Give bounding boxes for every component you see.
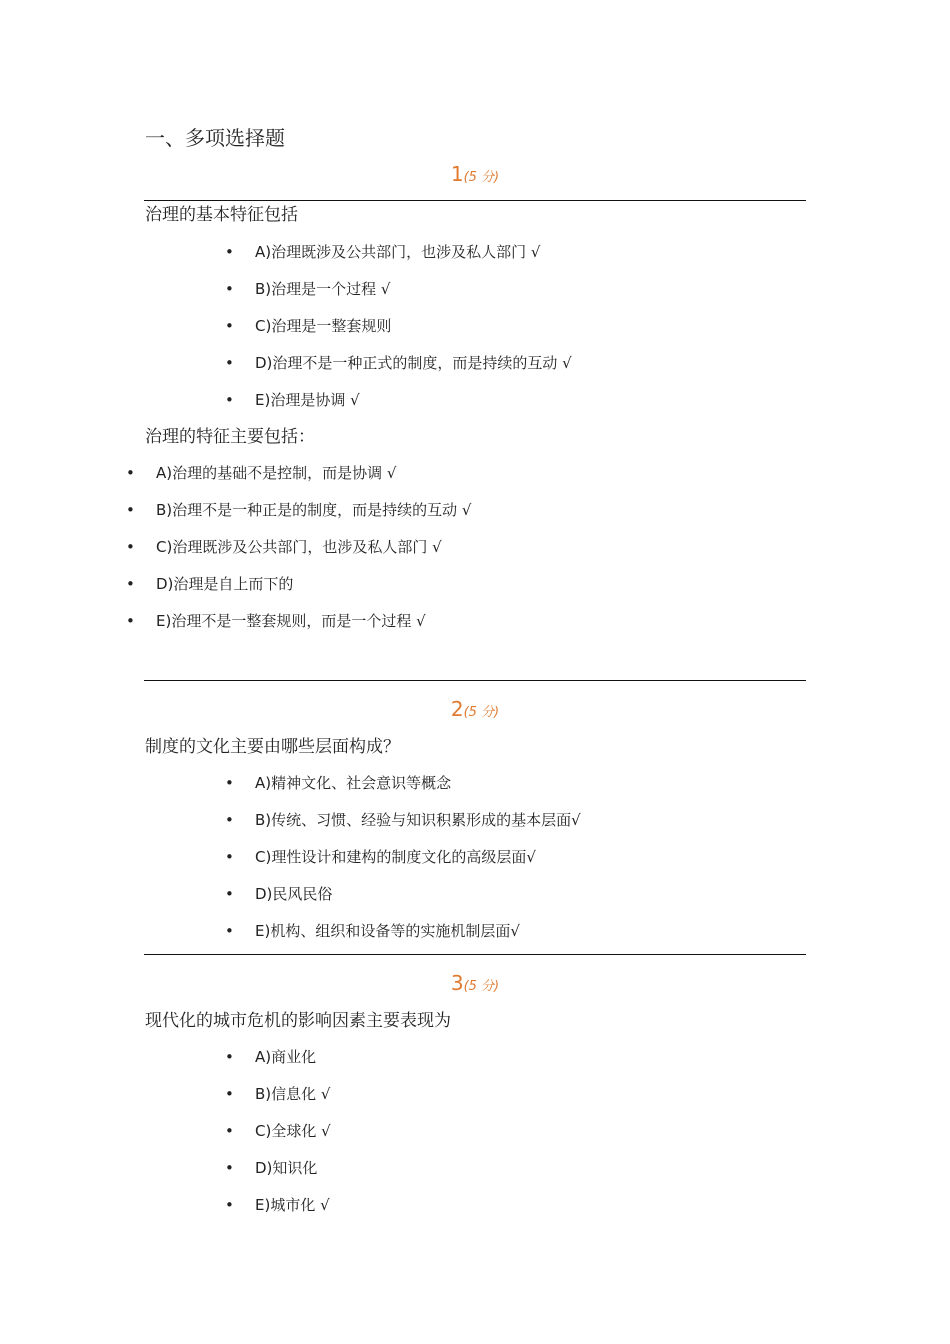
option-text: 治理是一整套规则 <box>271 317 392 335</box>
option-text: 治理既涉及公共部门，也涉及私人部门 √ <box>172 538 442 556</box>
option-text: 精神文化、社会意识等概念 <box>271 774 452 792</box>
bullet-icon: • <box>225 354 234 372</box>
option-text: 治理不是一整套规则，而是一个过程 √ <box>171 612 426 630</box>
bullet-icon: • <box>126 538 135 556</box>
bullet-icon: • <box>225 391 234 409</box>
divider <box>144 680 806 681</box>
option-d <box>225 1156 855 1193</box>
bullet-icon: • <box>225 774 234 792</box>
option-letter: D) <box>255 885 273 903</box>
option-e <box>225 388 855 425</box>
divider <box>144 200 806 201</box>
option-text: 治理是自上而下的 <box>173 575 294 593</box>
option-letter: C) <box>255 848 272 866</box>
bullet-icon: • <box>225 243 234 261</box>
bullet-icon: • <box>225 885 234 903</box>
option-text: 治理既涉及公共部门，也涉及私人部门 √ <box>271 243 541 261</box>
option-a <box>225 240 855 277</box>
option-d <box>225 882 855 919</box>
option-letter: E) <box>156 612 172 630</box>
question-2-header <box>0 696 950 726</box>
bullet-icon: • <box>225 848 234 866</box>
question-number: 3 <box>450 971 464 995</box>
option-letter: D) <box>156 575 174 593</box>
option-b <box>225 808 855 845</box>
bullet-icon: • <box>225 811 234 829</box>
option-letter: A) <box>255 1048 272 1066</box>
option-letter: C) <box>255 317 272 335</box>
question-number: 2 <box>450 697 464 721</box>
question-3-header <box>0 970 950 1000</box>
bullet-icon: • <box>225 922 234 940</box>
bullet-icon: • <box>225 280 234 298</box>
option-e <box>225 919 855 956</box>
option-letter: D) <box>255 1159 273 1177</box>
option-text: 治理不是一种正式的制度，而是持续的互动 √ <box>272 354 572 372</box>
question-1-header <box>0 161 950 191</box>
question-stem: 现代化的城市危机的影响因素主要表现为 <box>145 1011 451 1031</box>
option-text: 商业化 <box>271 1048 317 1066</box>
bullet-icon: • <box>225 1159 234 1177</box>
option-text: 知识化 <box>272 1159 318 1177</box>
option-text: 治理是一个过程 √ <box>271 280 391 298</box>
option-c <box>225 314 855 351</box>
option-text: 治理是协调 √ <box>270 391 360 409</box>
bullet-icon: • <box>225 317 234 335</box>
question-score: (5 分) <box>463 979 500 994</box>
option-text: 传统、习惯、经验与知识积累形成的基本层面√ <box>271 811 581 829</box>
bullet-icon: • <box>225 1048 234 1066</box>
bullet-icon: • <box>225 1196 234 1214</box>
option-text: 民风民俗 <box>272 885 333 903</box>
question-stem: 治理的基本特征包括 <box>145 205 298 225</box>
option-a <box>126 461 796 498</box>
question-stem: 制度的文化主要由哪些层面构成？ <box>145 737 400 757</box>
option-c <box>126 535 796 572</box>
option-d <box>225 351 855 388</box>
option-e <box>126 609 796 646</box>
option-list <box>225 1045 855 1230</box>
option-text: 理性设计和建构的制度文化的高级层面√ <box>271 848 536 866</box>
option-text: 治理不是一种正是的制度，而是持续的互动 √ <box>172 501 472 519</box>
option-letter: B) <box>255 1085 272 1103</box>
option-d <box>126 572 796 609</box>
bullet-icon: • <box>225 1122 234 1140</box>
option-letter: E) <box>255 922 271 940</box>
option-list <box>225 771 855 956</box>
divider <box>144 954 806 955</box>
option-letter: E) <box>255 391 271 409</box>
option-c <box>225 845 855 882</box>
option-letter: E) <box>255 1196 271 1214</box>
option-text: 治理的基础不是控制，而是协调 √ <box>172 464 397 482</box>
option-e <box>225 1193 855 1230</box>
option-a <box>225 771 855 808</box>
option-text: 信息化 √ <box>271 1085 331 1103</box>
bullet-icon: • <box>126 575 135 593</box>
section-title: 一、多项选择题 <box>145 126 285 150</box>
question-score: (5 分) <box>463 705 500 720</box>
option-letter: C) <box>255 1122 272 1140</box>
option-b <box>225 1082 855 1119</box>
option-letter: C) <box>156 538 173 556</box>
option-c <box>225 1119 855 1156</box>
option-letter: B) <box>156 501 173 519</box>
option-list-secondary <box>126 461 796 646</box>
option-text: 全球化 √ <box>271 1122 331 1140</box>
option-b <box>225 277 855 314</box>
option-list <box>225 240 855 425</box>
bullet-icon: • <box>126 464 135 482</box>
option-text: 机构、组织和设备等的实施机制层面√ <box>270 922 520 940</box>
question-number: 1 <box>450 162 464 186</box>
question-stem-secondary: 治理的特征主要包括： <box>145 427 315 447</box>
option-a <box>225 1045 855 1082</box>
bullet-icon: • <box>126 612 135 630</box>
option-letter: A) <box>156 464 173 482</box>
bullet-icon: • <box>225 1085 234 1103</box>
option-letter: A) <box>255 774 272 792</box>
option-b <box>126 498 796 535</box>
option-text: 城市化 √ <box>270 1196 330 1214</box>
option-letter: D) <box>255 354 273 372</box>
bullet-icon: • <box>126 501 135 519</box>
option-letter: B) <box>255 811 272 829</box>
option-letter: B) <box>255 280 272 298</box>
option-letter: A) <box>255 243 272 261</box>
question-score: (5 分) <box>463 170 500 185</box>
